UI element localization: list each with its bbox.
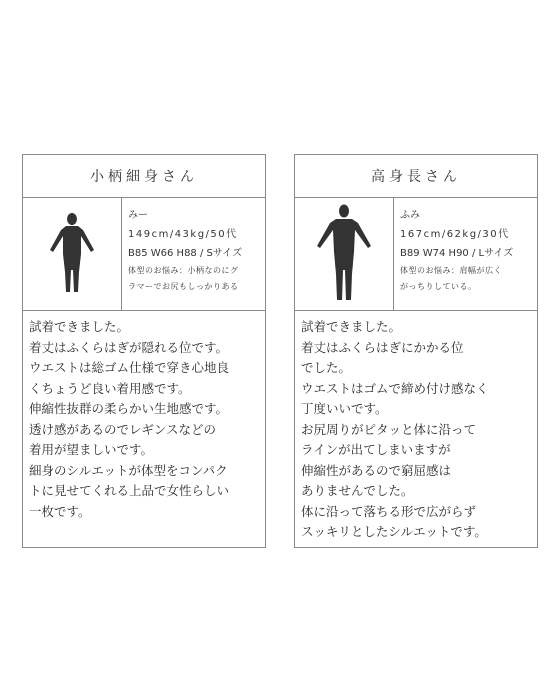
profile-info xyxy=(394,198,537,310)
profile-row xyxy=(23,198,265,311)
reviewer-worry: 体型のお悩み：肩幅が広く がっちりしている。 xyxy=(400,266,502,291)
reviewer-stats: 167cm/62kg/30代 xyxy=(400,229,510,240)
review-text: 試着できました。 着丈はふくらはぎにかかる位 でした。 ウエストはゴムで締め付け感なく 丁度いいです。 お尻周りがピタッと体に沿って ラインが出てしまいますが 伸縮性があるので窮屈感は ありませんでした。 体に沿って落ちる形で広がらず スッキリとしたシルエットです。 xyxy=(301,319,489,539)
person-silhouette-icon xyxy=(311,204,377,304)
reviewer-size: B85 W66 H88 / Sサイズ xyxy=(128,248,243,259)
card-title: 高身長さん xyxy=(295,155,537,198)
left-review-card xyxy=(22,154,266,548)
card-title: 小柄細身さん xyxy=(23,155,265,198)
profile-row xyxy=(295,198,537,311)
reviewer-name: みー xyxy=(128,210,148,221)
figure-cell xyxy=(295,198,394,310)
right-review-card xyxy=(294,154,538,548)
person-silhouette-icon xyxy=(42,212,102,296)
reviewer-worry: 体型のお悩み：小柄なのにグ ラマーでお尻もしっかりある xyxy=(128,266,239,291)
reviewer-stats: 149cm/43kg/50代 xyxy=(128,229,238,240)
reviewer-name: ふみ xyxy=(400,210,420,221)
review-text: 試着できました。 着丈はふくらはぎが隠れる位です。 ウエストは総ゴム仕様で穿き心地良 くちょうど良い着用感です。 伸縮性抜群の柔らかい生地感です。 透け感があるのでレギンスなどの 着用が望ましいです。 細身のシルエットが体型をコンパク トに見せてくれる上品で女性らしい 一枚です。 xyxy=(29,319,230,519)
figure-cell xyxy=(23,198,122,310)
reviewer-size: B89 W74 H90 / Lサイズ xyxy=(400,248,514,259)
profile-info xyxy=(122,198,265,310)
